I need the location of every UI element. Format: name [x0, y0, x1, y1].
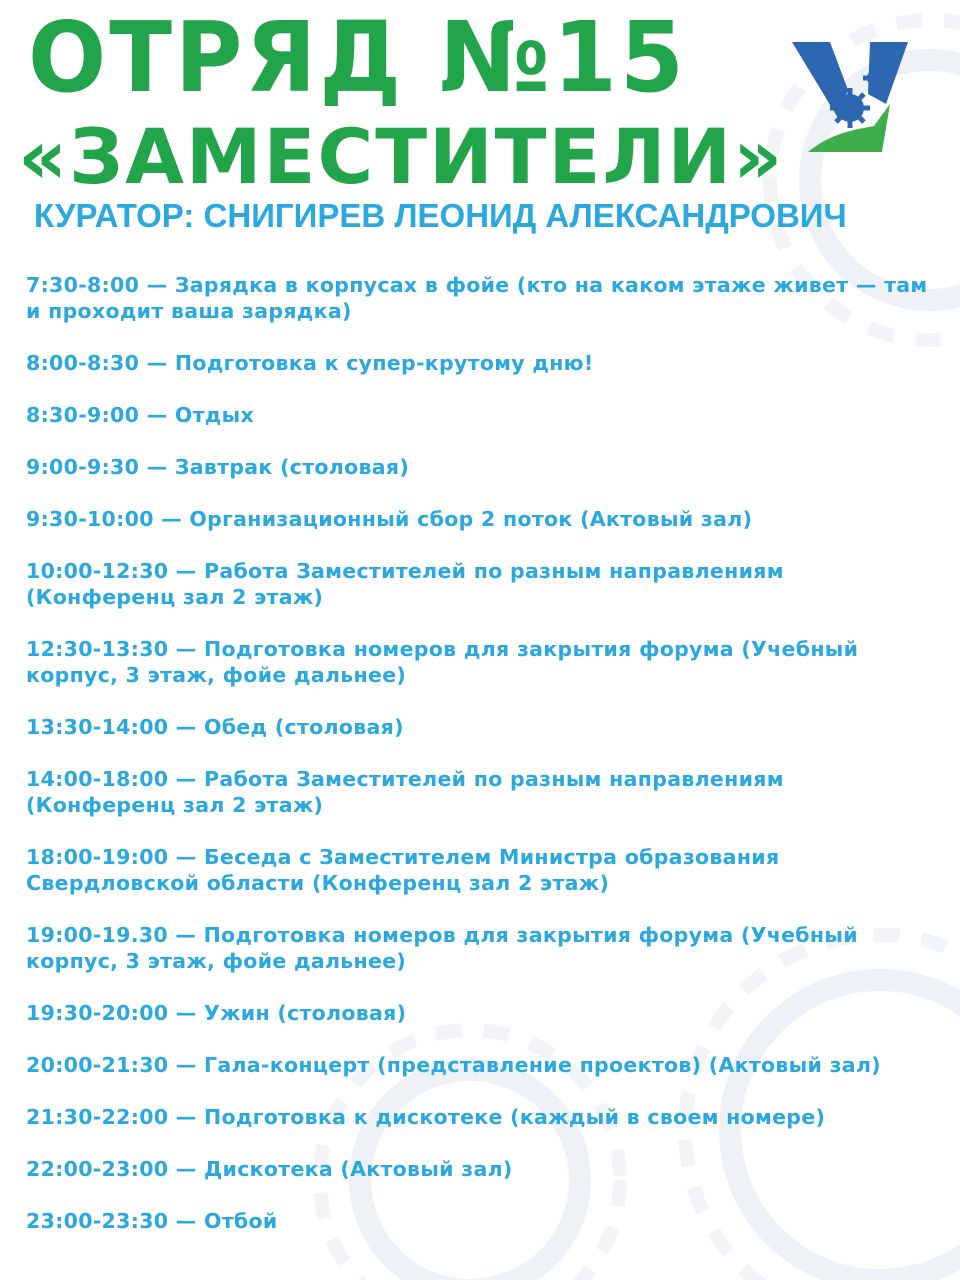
schedule-item: 21:30-22:00 — Подготовка к дискотеке (каждый в своем номере) [26, 1105, 826, 1129]
schedule-item: 19:30-20:00 — Ужин (столовая) [26, 1001, 407, 1025]
schedule-item: 13:30-14:00 — Обед (столовая) [26, 715, 404, 739]
schedule-item: 22:00-23:00 — Дискотека (Актовый зал) [26, 1157, 513, 1181]
schedule-item: 23:00-23:30 — Отбой [26, 1209, 278, 1233]
schedule-item: 14:00-18:00 — Работа Заместителей по разным направлениям (Конференц зал 2 этаж) [26, 767, 784, 817]
schedule-item: 9:30-10:00 — Организационный сбор 2 поток (Актовый зал) [26, 507, 753, 531]
schedule-item: 20:00-21:30 — Гала-концерт (представление проектов) (Актовый зал) [26, 1053, 881, 1077]
schedule-list [26, 272, 936, 1260]
squad-title: ОТРЯД №15 [28, 1, 687, 115]
schedule-item: 7:30-8:00 — Зарядка в корпусах в фойе (кто на каком этаже живет — там и проходит ваша зарядка) [26, 273, 928, 323]
schedule-item: 12:30-13:30 — Подготовка номеров для закрытия форума (Учебный корпус, 3 этаж, фойе дальнее) [26, 637, 859, 687]
schedule-item: 19:00-19.30 — Подготовка номеров для закрытия форума (Учебный корпус, 3 этаж, фойе дальнее) [26, 923, 858, 973]
squad-name: «ЗАМЕСТИТЕЛИ» [18, 112, 785, 201]
u-gear-logo-icon [790, 34, 910, 158]
schedule-item: 8:00-8:30 — Подготовка к супер-крутому дню! [26, 351, 594, 375]
curator-line: КУРАТОР: СНИГИРЕВ ЛЕОНИД АЛЕКСАНДРОВИЧ [34, 197, 847, 234]
schedule-item: 9:00-9:30 — Завтрак (столовая) [26, 455, 409, 479]
schedule-item: 8:30-9:00 — Отдых [26, 403, 254, 427]
schedule-item: 18:00-19:00 — Беседа с Заместителем Министра образования Свердловской области (Конференц зал 2 этаж) [26, 845, 780, 895]
schedule-item: 10:00-12:30 — Работа Заместителей по разным направлениям (Конференц зал 2 этаж) [26, 559, 784, 609]
